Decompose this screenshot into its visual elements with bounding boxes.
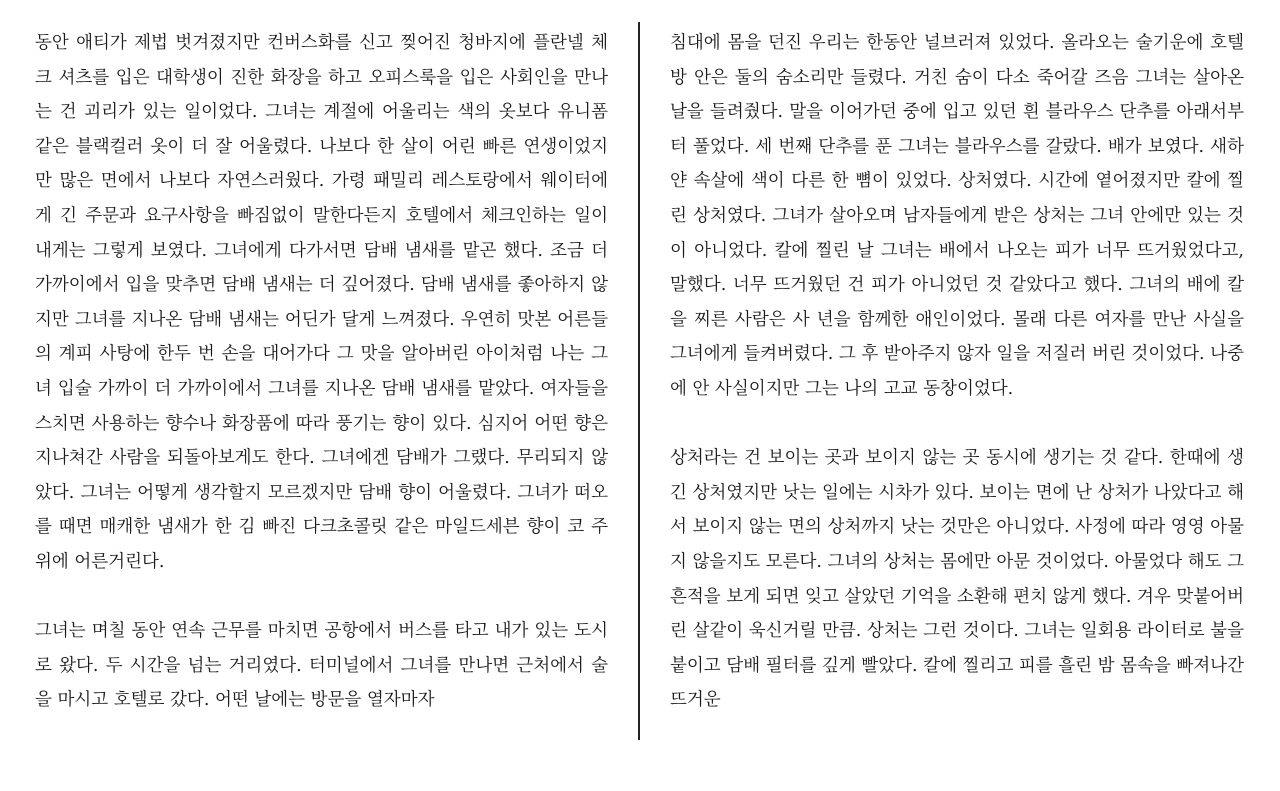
paragraph-gap xyxy=(670,407,1244,442)
column-divider xyxy=(638,22,640,740)
left-paragraph-2: 그녀는 며칠 동안 연속 근무를 마치면 공항에서 버스를 타고 내가 있는 도시로 왔다. 두 시간을 넘는 거리였다. 터미널에서 그녀를 만나면 근처에서 술을 마시고 호텔로 갔다. 어떤 날에는 방문을 열자마자 xyxy=(35,621,608,711)
left-page-column xyxy=(35,26,608,718)
right-paragraph-2: 상처라는 건 보이는 곳과 보이지 않는 곳 동시에 생기는 것 같다. 한때에 생긴 상처였지만 낫는 일에는 시차가 있다. 보이는 면에 난 상처가 나았다고 해서 보이지 않는 면의 상처까지 낫는 것만은 아니었다. 사정에 따라 영영 아물지 않을지도 모른다. 그녀의 상처는 몸에만 아문 것이었다. 아물었다 해도 그 흔적을 보게 되면 잊고 살았던 기억을 소환해 편치 않게 했다. 겨우 맞붙어버린 살같이 욱신거릴 만큼. 상처는 그런 것이다. 그녀는 일회용 라이터로 불을 붙이고 담배 필터를 깊게 빨았다. 칼에 찔리고 피를 흘린 밤 몸속을 빠져나간 뜨거운 xyxy=(670,448,1244,711)
paragraph-gap xyxy=(35,580,608,615)
left-paragraph-1: 동안 애티가 제법 벗겨졌지만 컨버스화를 신고 찢어진 청바지에 플란넬 체크 셔츠를 입은 대학생이 진한 화장을 하고 오피스룩을 입은 사회인을 만나는 건 괴리가 있는 일이었다. 그녀는 계절에 어울리는 색의 옷보다 유니폼 같은 블랙컬러 옷이 더 잘 어울렸다. 나보다 한 살이 어린 빠른 연생이었지만 많은 면에서 나보다 자연스러웠다. 가령 패밀리 레스토랑에서 웨이터에게 긴 주문과 요구사항을 빠짐없이 말한다든지 호텔에서 체크인하는 일이 내게는 그렇게 보였다. 그녀에게 다가서면 담배 냄새를 맡곤 했다. 조금 더 가까이에서 입을 맞추면 담배 냄새는 더 깊어졌다. 담배 냄새를 좋아하지 않지만 그녀를 지나온 담배 냄새는 어딘가 달게 느껴졌다. 우연히 맛본 어른들의 계피 사탕에 한두 번 손을 대어가다 그 맛을 알아버린 아이처럼 나는 그녀 입술 가까이 더 가까이에서 그녀를 지나온 담배 냄새를 맡았다. 여자들을 스치면 사용하는 향수나 화장품에 따라 풍기는 향이 있다. 심지어 어떤 향은 지나쳐간 사람을 되돌아보게도 한다. 그녀에겐 담배가 그랬다. 무리되지 않았다. 그녀는 어떻게 생각할지 모르겠지만 담배 향이 어울렸다. 그녀가 떠오를 때면 매캐한 냄새가 한 김 빠진 다크초콜릿 같은 마일드세븐 향이 코 주위에 어른거린다. xyxy=(35,33,608,572)
right-page-column xyxy=(670,26,1244,718)
right-paragraph-1: 침대에 몸을 던진 우리는 한동안 널브러져 있었다. 올라오는 술기운에 호텔 방 안은 둘의 숨소리만 들렸다. 거친 숨이 다소 죽어갈 즈음 그녀는 살아온 날을 들려줬다. 말을 이어가던 중에 입고 있던 흰 블라우스 단추를 아래서부터 풀었다. 세 번째 단추를 푼 그녀는 블라우스를 갈랐다. 배가 보였다. 새하얀 속살에 색이 다른 한 뼘이 있었다. 상처였다. 시간에 옅어졌지만 칼에 찔린 상처였다. 그녀가 살아오며 남자들에게 받은 상처는 그녀 안에만 있는 것이 아니었다. 칼에 찔린 날 그녀는 배에서 나오는 피가 너무 뜨거웠었다고, 말했다. 너무 뜨거웠던 건 피가 아니었던 것 같았다고 했다. 그녀의 배에 칼을 찌른 사람은 사 년을 함께한 애인이었다. 몰래 다른 여자를 만난 사실을 그녀에게 들켜버렸다. 그 후 받아주지 않자 일을 저질러 버린 것이었다. 나중에 안 사실이지만 그는 나의 고교 동창이었다. xyxy=(670,33,1244,399)
